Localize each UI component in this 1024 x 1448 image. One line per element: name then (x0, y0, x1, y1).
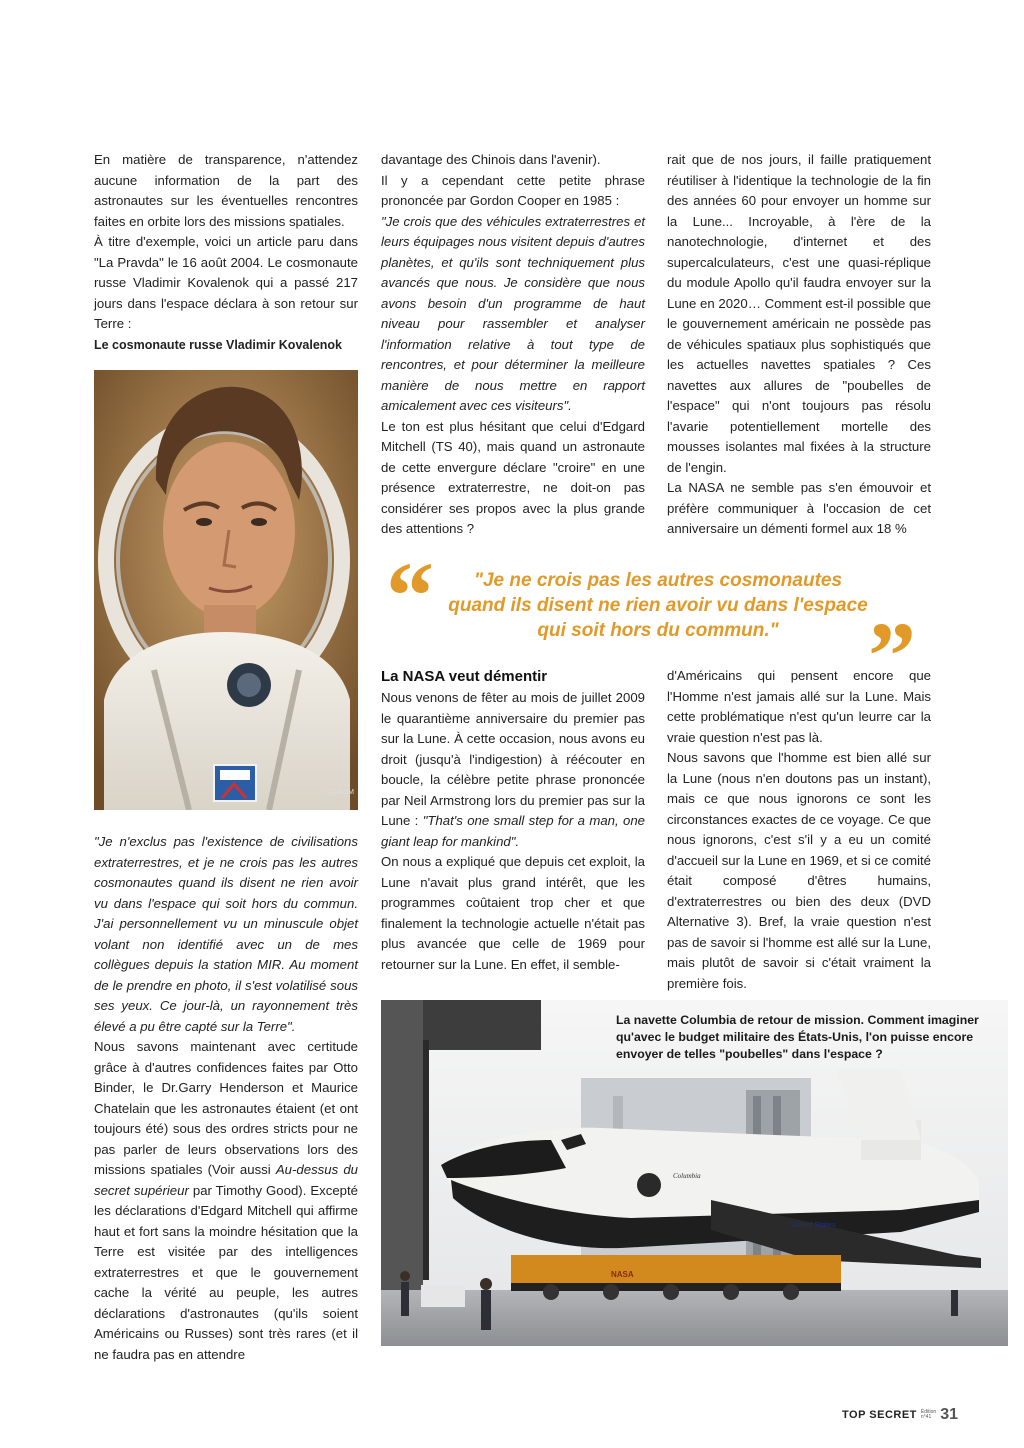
photo-credit: CO.NSM (326, 789, 354, 796)
issue-label-bottom: n°41 (920, 1414, 932, 1420)
paragraph: Le ton est plus hésitant que celui d'Edgard Mitchell (TS 40), mais quand un astronaute de cette envergure déclare "croire" en une présence extraterrestre, ne doit-on pas considérer ses propos avec la plus grande des attentions ? (381, 418, 645, 536)
paragraph: En matière de transparence, n'attendez aucune information de la part des astronautes sur les éventuelles rencontres faites en orbite lors des missions spatiales. (94, 152, 358, 229)
photo-caption: Le cosmonaute russe Vladimir Kovalenok (94, 337, 342, 352)
column-3-bottom (667, 666, 931, 994)
magazine-brand: TOP SECRET (842, 1409, 917, 1421)
armstrong-quote: "That's one small step for a man, one giant leap for mankind". (381, 813, 645, 849)
text-run: par Timothy Good). Excepté les déclarations d'Edgard Mitchell qui affirme haut et fort sans la moindre hésitation que la Terre est visitée par des intelligences extraterrestres et que le gouvernement cache la vérité au peuple, les autres déclarations d'astronautes (qu'ils soient Américains ou Russes) sont très rares (et il ne faudra pas en attendre (94, 1182, 358, 1362)
column-1-top (94, 150, 358, 355)
paragraph (381, 688, 645, 852)
page-footer (842, 1406, 958, 1424)
cosmonaut-photo (94, 370, 358, 810)
text-run: Nous venons de fêter au mois de juillet 2009 le quarantième anniversaire du premier pas sur la Lune. À cette occasion, nous avons eu droit (jusqu'à l'indigestion) à réécouter en boucle, la célèbre petite phrase prononcée par Neil Armstrong lors du premier pas sur la Lune : (381, 690, 645, 828)
transporter-label: NASA (611, 1270, 634, 1279)
flag-text-label: United States (791, 1222, 836, 1229)
column-1-bottom (94, 832, 358, 1365)
page-number: 31 (940, 1406, 958, 1423)
close-quote-mark: ” (868, 602, 916, 709)
open-quote-mark: “ (386, 542, 434, 649)
shuttle-name-label: Columbia (673, 1172, 701, 1180)
paragraph: Il y a cependant cette petite phrase prononcée par Gordon Cooper en 1985 : (381, 172, 645, 208)
issue-label-top: Édition (920, 1409, 937, 1415)
paragraph: On nous a expliqué que depuis cet exploit, la Lune n'avait plus grand intérêt, que les programmes coûtaient trop cher et que finalement la technologie actuelle n'était pas plus avancée que celle de 1969 pour retourner sur la Lune. En effet, il semble- (381, 854, 645, 972)
book-title: Au-dessus du secret supérieur (94, 1162, 359, 1198)
paragraph: rait que de nos jours, il faille pratiquement réutiliser à l'identique la technologie de la fin des années 60 pour envoyer un homme sur la Lune... Incroyable, à l'ère de la nanotechnologie, d'internet et des supercalculateurs, c'est une quasi-réplique du module Apollo qu'il faudra envoyer sur la Lune en 2020… Comment est-il possible que le gouvernement américain ne possède pas de véhicules spatiaux plus sophistiqués que les actuelles navettes spatiales ? Ces navettes aux allures de "poubelles de l'espace" qui n'ont toujours pas résolu l'avarie potentiellement mortelle des mousses isolantes mal fixées à la structure de l'engin. (667, 152, 931, 475)
paragraph (94, 1037, 358, 1365)
issue-label (921, 1410, 936, 1420)
paragraph: davantage des Chinois dans l'avenir). (381, 152, 601, 167)
kovalenok-quote: "Je n'exclus pas l'existence de civilisations extraterrestres, et je ne crois pas les autres cosmonautes quand ils disent ne rien avoir vu dans l'espace qui soit hors du commun. J'ai personnellement vu un minuscule objet volant non identifié avec un de mes collègues depuis la station MIR. Au moment de le prendre en photo, il s'est volatilisé sous ses yeux. Ce jour-là, un rayonnement très élevé a pu être capté sur la Terre". (94, 834, 358, 1034)
column-2-bottom (381, 666, 645, 975)
paragraph: Nous savons que l'homme est bien allé sur la Lune (nous n'en doutons pas un instant), mais ce que nous ignorons ce sont les circonstances exactes de ce voyage. Ce que nous ignorons, c'est s'il y a eu un comité d'accueil sur la Lune en 1969, et si ce comité était composé d'êtres humains, d'extraterrestres ou bien des deux (DVD Alternative 3). Bref, la vraie question n'est pas de savoir si l'homme est allé sur la Lune, mais plutôt de savoir si c'était vraiment la première fois. (667, 750, 931, 991)
paragraph: La NASA ne semble pas s'en émouvoir et préfère communiquer à l'occasion de cet anniversaire un démenti formel aux 18 % (667, 480, 931, 536)
column-2-top (381, 150, 645, 540)
cosmonaut-illustration (94, 370, 358, 810)
text-run: Nous savons maintenant avec certitude grâce à d'autres confidences faites par Otto Binder, le Dr.Garry Henderson et Maurice Chatelain que les astronautes étaient (et ont toujours été) sous des ordres stricts pour ne pas parler de leurs observations lors des missions spatiales (Voir aussi (94, 1039, 358, 1177)
paragraph: d'Américains qui pensent encore que l'Homme n'est jamais allé sur la Lune. Mais cette problématique n'est qu'un leurre car la vraie question n'est pas là. (667, 668, 931, 745)
column-3-top (667, 150, 931, 540)
cooper-quote: "Je crois que des véhicules extraterrestres et leurs équipages nous visitent depuis d'autres planètes, et qu'ils sont techniquement plus avancés que nous. Je considère que nous avons besoin d'un programme de haut niveau pour rassembler et analyser l'information relative à tout type de rencontres, et pour déterminer la meilleure manière de nous mettre en rapport amicalement avec ces visiteurs". (381, 213, 645, 413)
section-heading: La NASA veut démentir (381, 668, 548, 685)
pull-quote: "Je ne crois pas les autres cosmonautes quand ils disent ne rien avoir vu dans l'espace qui soit hors du commun." (448, 570, 868, 641)
paragraph: À titre d'exemple, voici un article paru dans "La Pravda" le 16 août 2004. Le cosmonaute russe Vladimir Kovalenok qui a passé 217 jours dans l'espace déclara à son retour sur Terre : (94, 234, 358, 331)
shuttle-photo-caption: La navette Columbia de retour de mission. Comment imaginer qu'avec le budget militaire des États-Unis, l'on puisse encore envoyer de telles "poubelles" dans l'espace ? (616, 1013, 979, 1061)
